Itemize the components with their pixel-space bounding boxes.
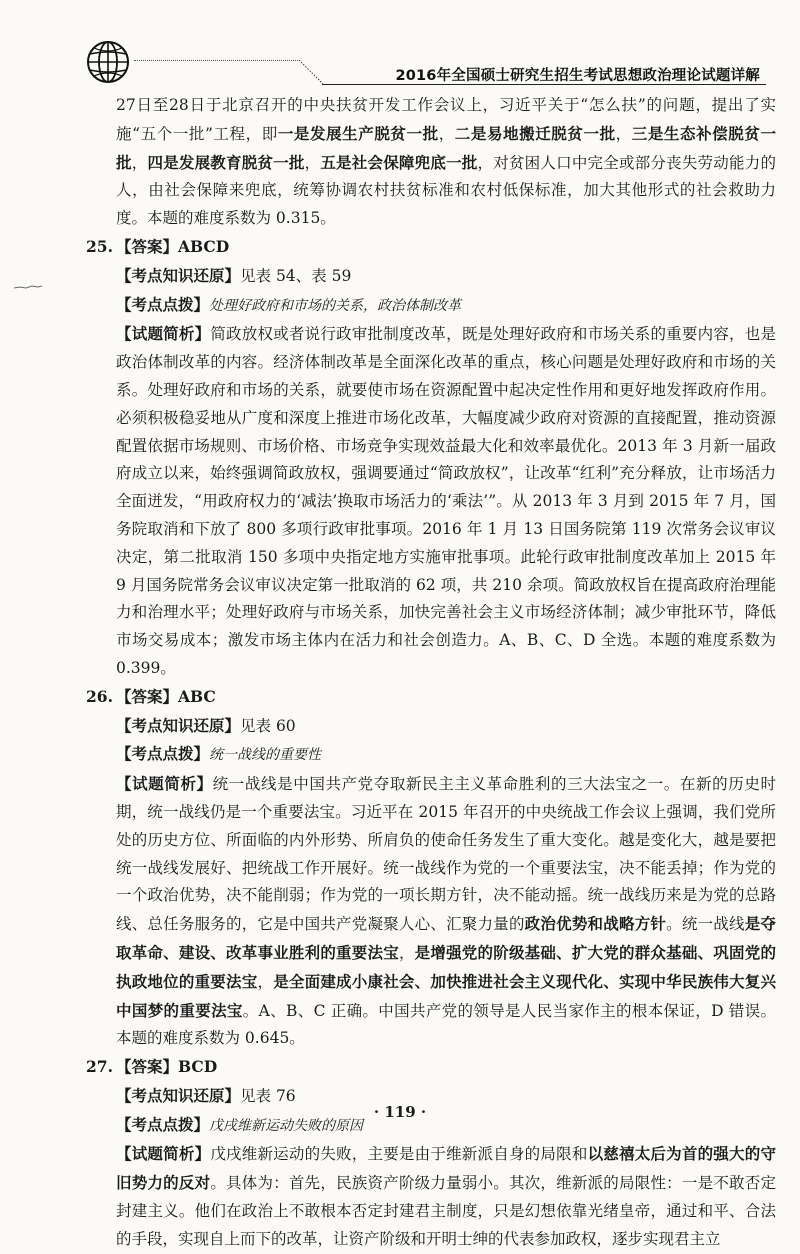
q27-hint: 【考点点拨】戊戌维新运动失败的原因 [116, 1114, 364, 1134]
q25-analysis: 【试题简析】简政放权或者说行政审批制度改革，既是处理好政府和市场关系的重要内容，也是政治体制改革的内容。经济体制改革是全面深化改革的重点，核心问题是处理好政府和市场的关系。处理好政府和市场的关系，就要使市场在资源配置中起决定性作用和更好地发挥政府作用。必须积极稳妥地从广度和深度上推进市场化改革，大幅度减少政府对资源的直接配置，推动资源配置依据市场规则、市场价格、市场竞争实现效益最大化和效率最优化。2013 年 3 月新一届政府成立以来，始终强调简政放权，强调要通过“简政放权”，让改革“红利”充分释放，让市场活力全面迸发，“用政府权力的‘减法’换取市场活力的‘乘法’”。从 2013 年 3 月到 2015 年 7 月，国务院取消和下放了 800 多项行政审批事项。2016 年 1 月 13 日国务院第 119 次常务会议审议决定，第二批取消 150 多项中央指定地方实施审批事项。此轮行政审批制度改革加上 2015 年 9 月国务院常务会议审议决定第一批取消的 62 项，共 210 余项。简政放权旨在提高政府治理能力和治理水平；处理好政府与市场关系，加快完善社会主义市场经济体制；减少审批环节，降低市场交易成本；激发市场主体内在活力和社会创造力。A、B、C、D 全选。本题的难度系数为 0.399。 [116, 324, 776, 677]
q26-hint: 【考点点拨】统一战线的重要性 [116, 744, 322, 764]
q27-answer: 27. 【答案】BCD [86, 1057, 218, 1077]
page-header [0, 0, 800, 100]
q25-knowledge: 【考点知识还原】见表 54、表 59 [116, 265, 352, 285]
q26-answer: 26. 【答案】ABC [86, 686, 216, 706]
q26-knowledge: 【考点知识还原】见表 60 [116, 715, 296, 735]
margin-scribble [14, 284, 42, 290]
q25-answer: 25. 【答案】ABCD [86, 236, 230, 256]
q27-analysis: 【试题简析】戊戌维新运动的失败，主要是由于维新派自身的局限和以慈禧太后为首的强大的守旧势力的反对。具体为：首先，民族资产阶级力量弱小。其次，维新派的局限性：一是不敢否定封建主义。他们在政治上不敢根本否定封建君主制度，只是幻想依靠光绪皇帝，通过和平、合法的手段，实现自上而下的改革，让资产阶级和开明士绅的代表参加政权，逐步实现君主立 [116, 1144, 776, 1248]
q27-knowledge: 【考点知识还原】见表 76 [116, 1085, 296, 1105]
q25-hint: 【考点点拨】处理好政府和市场的关系，政治体制改革 [116, 294, 462, 314]
header-slant-line [298, 60, 324, 84]
header-title: 2016年全国硕士研究生招生考试思想政治理论试题详解 [395, 68, 760, 84]
intro-paragraph: 27日至28日于北京召开的中央扶贫开发工作会议上，习近平关于“怎么扶”的问题，提出了实施“五个一批”工程，即一是发展生产脱贫一批，二是易地搬迁脱贫一批，三是生态补偿脱贫一批，四是发展教育脱贫一批，五是社会保障兜底一批，对贫困人口中完全或部分丧失劳动能力的人，由社会保障来兜底，统筹协调农村扶贫标准和农村低保标准，加大其他形式的社会救助力度。本题的难度系数为 0.315。 [116, 96, 776, 228]
page-number: · 119 · [373, 1103, 427, 1121]
globe-logo-icon [86, 40, 130, 84]
page-content [86, 92, 776, 1254]
header-rule [322, 84, 766, 85]
header-dotted-line [134, 60, 300, 61]
q26-analysis: 【试题简析】统一战线是中国共产党夺取新民主主义革命胜利的三大法宝之一。在新的历史时期，统一战线仍是一个重要法宝。习近平在 2015 年召开的中央统战工作会议上强调，我们党所处的历史方位、所面临的内外形势、所肩负的使命任务发生了重大变化。越是变化大，越是要把统一战线发展好、把统战工作开展好。统一战线作为党的一个重要法宝，决不能丢掉；作为党的一个政治优势，决不能削弱；作为党的一项长期方针，决不能动摇。统一战线历来是为党的总路线、总任务服务的，它是中国共产党凝聚人心、汇聚力量的政治优势和战略方针。统一战线是夺取革命、建设、改革事业胜利的重要法宝，是增强党的阶级基础、扩大党的群众基础、巩固党的执政地位的重要法宝，是全面建成小康社会、加快推进社会主义现代化、实现中华民族伟大复兴中国梦的重要法宝。A、B、C 正确。中国共产党的领导是人民当家作主的根本保证，D 错误。本题的难度系数为 0.645。 [116, 774, 776, 1048]
